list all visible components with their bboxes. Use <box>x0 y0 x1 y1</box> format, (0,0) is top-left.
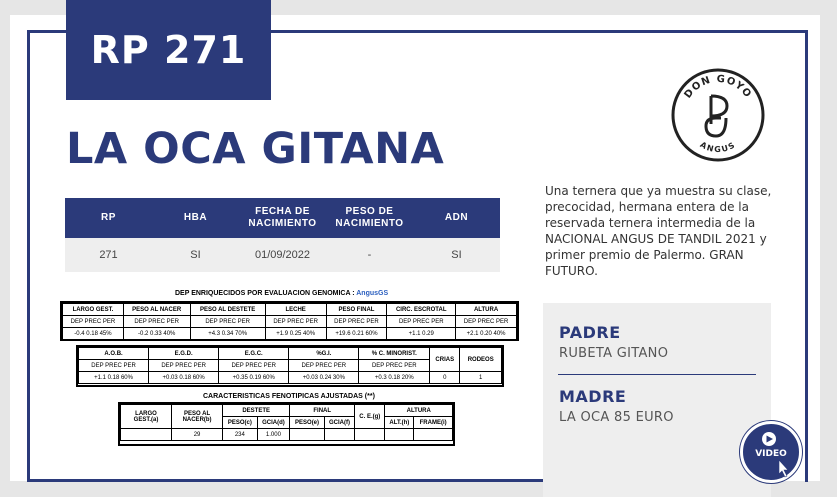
t1-val-peso-nacer: -0.2 0.33 40% <box>123 328 190 340</box>
t1-sub: DEP PREC PER <box>326 316 387 328</box>
cell-adn: SI <box>413 238 500 272</box>
dep-table-3 <box>120 404 453 441</box>
t3-val-final-gcia <box>324 429 354 441</box>
t3-h-peso-nacer <box>172 405 223 429</box>
cell-rp: 271 <box>65 238 152 272</box>
madre-label: MADRE <box>559 387 627 406</box>
t2-sub: DEP PREC PER <box>359 360 430 372</box>
t2-val-aob: +1.1 0.18 60% <box>79 372 149 384</box>
t2-h-egc: E.G.C. <box>219 348 289 360</box>
don-goyo-angus-logo <box>671 68 765 162</box>
t3-sub-alt-h: ALT.(h) <box>385 417 414 429</box>
t2-h-crias: CRIAS <box>430 348 460 372</box>
dep-title-text: DEP ENRIQUECIDOS POR EVALUACION GENOMICA : <box>175 290 355 297</box>
t3-sub-gcia-d: GCIA(d) <box>257 417 290 429</box>
t1-h-altura: ALTURA <box>456 304 517 316</box>
t2-h-c-minorist: % C. MINORIST. <box>359 348 430 360</box>
t2-val-crias: 0 <box>430 372 460 384</box>
t3-h-peso-nacer-text: PESO AL NACER(b) <box>182 410 212 423</box>
t3-sub-gcia-f: GCIA(f) <box>324 417 354 429</box>
header-hba: HBA <box>152 198 239 238</box>
t1-h-leche: LECHE <box>265 304 326 316</box>
t2-sub: DEP PREC PER <box>79 360 149 372</box>
t2-val-egd: +0.03 0.18 60% <box>149 372 219 384</box>
cell-hba: SI <box>152 238 239 272</box>
rp-tag: RP 271 <box>66 0 271 100</box>
t3-sub-frame-i: FRAME(i) <box>414 417 453 429</box>
padre-label: PADRE <box>559 323 621 342</box>
t1-sub: DEP PREC PER <box>190 316 265 328</box>
t1-val-peso-destete: +4.3 0.34 70% <box>190 328 265 340</box>
t3-h-altura: ALTURA <box>385 405 453 417</box>
parents-panel <box>543 303 771 497</box>
t3-val-peso-nacer: 29 <box>172 429 223 441</box>
cell-birth-weight: - <box>326 238 413 272</box>
t2-sub: DEP PREC PER <box>289 360 359 372</box>
madre-value: LA OCA 85 EURO <box>559 410 674 425</box>
t3-val-destete-peso: 234 <box>223 429 258 441</box>
header-rp: RP <box>65 198 152 238</box>
pheno-title: CARACTERISTICAS FENOTIPICAS AJUSTADAS (**) <box>203 393 375 400</box>
svg-text:ANGUS: ANGUS <box>698 140 738 155</box>
t3-val-ce <box>355 429 385 441</box>
t3-val-frame <box>414 429 453 441</box>
t2-val-rodeos: 1 <box>460 372 502 384</box>
t3-h-largo-gest-text: LARGO GEST.(a) <box>133 410 159 423</box>
dep-title-brand: AngusGS <box>356 290 389 297</box>
video-button-label: VIDEO <box>755 449 787 459</box>
t1-sub: DEP PREC PER <box>123 316 190 328</box>
t3-h-final: FINAL <box>290 405 355 417</box>
animal-name-title: LA OCA GITANA <box>66 124 445 174</box>
t1-h-peso-destete: PESO AL DESTETE <box>190 304 265 316</box>
t1-sub: DEP PREC PER <box>265 316 326 328</box>
t1-h-largo-gest: LARGO GEST. <box>63 304 124 316</box>
t1-val-leche: +1.9 0.25 40% <box>265 328 326 340</box>
t3-val-destete-gcia: 1.000 <box>257 429 290 441</box>
dep-title <box>175 290 388 297</box>
t2-h-egd: E.G.D. <box>149 348 219 360</box>
t2-sub: DEP PREC PER <box>219 360 289 372</box>
t3-val-alt <box>385 429 414 441</box>
t1-sub: DEP PREC PER <box>387 316 456 328</box>
t1-val-largo-gest: -0.4 0.18 45% <box>63 328 124 340</box>
dep-table-2 <box>78 347 502 384</box>
t3-val-largo-gest <box>121 429 172 441</box>
padre-value: RUBETA GITANO <box>559 346 669 361</box>
t2-sub: DEP PREC PER <box>149 360 219 372</box>
header-birth-weight-text: PESO DE NACIMIENTO <box>335 206 404 229</box>
t3-sub-peso-c: PESO(c) <box>223 417 258 429</box>
t2-h-rodeos: RODEOS <box>460 348 502 372</box>
card-frame-bottom <box>27 479 545 482</box>
header-birth-date-text: FECHA DE NACIMIENTO <box>248 206 317 229</box>
video-play-icon <box>743 424 799 480</box>
cell-birth-date: 01/09/2022 <box>239 238 326 272</box>
video-button[interactable] <box>740 421 802 483</box>
t3-h-destete: DESTETE <box>223 405 290 417</box>
card-frame-right <box>805 30 808 482</box>
t2-val-egc: +0.35 0.19 60% <box>219 372 289 384</box>
header-birth-weight <box>326 198 413 238</box>
t1-h-peso-nacer: PESO AL NACER <box>123 304 190 316</box>
header-adn: ADN <box>413 198 500 238</box>
t2-val-c-minorist: +0.3 0.18 20% <box>359 372 430 384</box>
animal-info-table <box>65 198 500 272</box>
t1-sub: DEP PREC PER <box>63 316 124 328</box>
t1-val-circ-escrotal: +1.1 0.29 <box>387 328 456 340</box>
svg-text:DON GOYO: DON GOYO <box>682 73 754 101</box>
t3-val-final-peso <box>290 429 325 441</box>
dep-table-1 <box>62 303 517 340</box>
t1-h-circ-escrotal: CIRC. ESCROTAL <box>387 304 456 316</box>
t1-h-peso-final: PESO FINAL <box>326 304 387 316</box>
t3-h-ce: C. E.(g) <box>355 405 385 429</box>
t3-sub-peso-e: PESO(e) <box>290 417 325 429</box>
parents-divider <box>558 374 756 375</box>
t3-h-largo-gest <box>121 405 172 429</box>
t2-h-gi: %G.I. <box>289 348 359 360</box>
t1-val-altura: +2.1 0.20 40% <box>456 328 517 340</box>
description-text: Una ternera que ya muestra su clase, precocidad, hermana entera de la reservada ternera intermedia de la NACIONAL ANGUS DE TANDIL 2021 y primer premio de Palermo. GRAN FUTURO. <box>545 184 772 278</box>
t1-val-peso-final: +19.6 0.21 60% <box>326 328 387 340</box>
t1-sub: DEP PREC PER <box>456 316 517 328</box>
header-birth-date <box>239 198 326 238</box>
t2-h-aob: A.O.B. <box>79 348 149 360</box>
t2-val-gi: +0.03 0.24 30% <box>289 372 359 384</box>
